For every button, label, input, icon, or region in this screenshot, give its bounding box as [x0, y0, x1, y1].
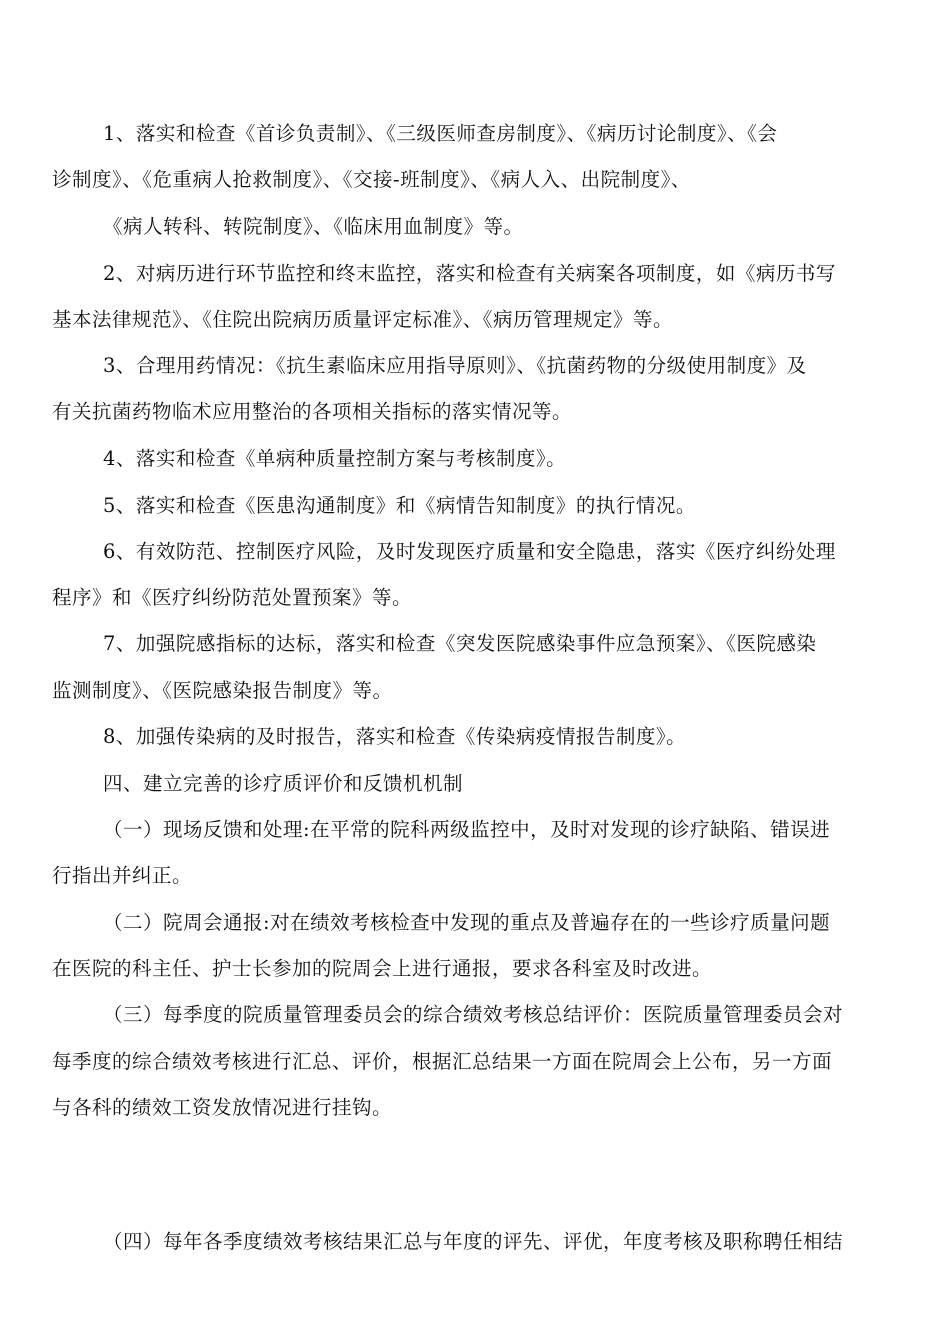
section-4-heading: 四、建立完善的诊疗质评价和反馈机机制	[103, 772, 464, 795]
item-2-line-1: 2、对病历进行环节监控和终末监控，落实和检查有关病案各项制度，如《病历书写	[103, 262, 836, 285]
item-8-line-1: 8、加强传染病的及时报告，落实和检查《传染病疫情报告制度》。	[103, 725, 687, 748]
item-5-line-1: 5、落实和检查《医患沟通制度》和《病情告知制度》的执行情况。	[103, 494, 696, 517]
sub-1-line-2: 行指出并纠正。	[52, 864, 193, 887]
item-3-line-2: 有关抗菌药物临术应用整治的各项相关指标的落实情况等。	[52, 400, 573, 423]
item-4-line-1: 4、落实和检查《单病种质量控制方案与考核制度》。	[103, 447, 567, 470]
sub-2-line-1: （二）院周会通报:对在绩效考核检查中发现的重点及普遍存在的一些诊疗质量问题	[103, 911, 831, 934]
sub-3-line-3: 与各科的绩效工资发放情况进行挂钩。	[52, 1096, 393, 1119]
item-1-line-1: 1、落实和检查《首诊负责制》、《三级医师查房制度》、《病历讨论制度》、《会	[103, 122, 778, 145]
sub-2-line-2: 在医院的科主任、护士长参加的院周会上进行通报，要求各科室及时改进。	[52, 957, 713, 980]
item-7-line-1: 7、加强院感指标的达标，落实和检查《突发医院感染事件应急预案》、《医院感染	[103, 632, 817, 655]
item-3-line-1: 3、合理用药情况：《抗生素临床应用指导原则》、《抗菌药物的分级使用制度》及	[103, 354, 807, 377]
sub-3-line-1: （三）每季度的院质量管理委员会的综合绩效考核总结评价：医院质量管理委员会对	[103, 1003, 844, 1026]
item-7-line-2: 监测制度》、《医院感染报告制度》等。	[52, 679, 393, 702]
sub-4-line-1: （四）每年各季度绩效考核结果汇总与年度的评先、评优，年度考核及职称聘任相结	[103, 1230, 844, 1253]
sub-1-line-1: （一）现场反馈和处理:在平常的院科两级监控中，及时对发现的诊疗缺陷、错误进	[103, 818, 831, 841]
item-6-line-1: 6、有效防范、控制医疗风险，及时发现医疗质量和安全隐患，落实《医疗纠纷处理	[103, 540, 836, 563]
item-1-line-3: 《病人转科、转院制度》、《临床用血制度》等。	[103, 215, 524, 238]
sub-3-line-2: 每季度的综合绩效考核进行汇总、评价，根据汇总结果一方面在院周会上公布，另一方面	[52, 1050, 833, 1073]
item-2-line-2: 基本法律规范》、《住院出院病历质量评定标准》、《病历管理规定》等。	[52, 308, 674, 331]
item-6-line-2: 程序》和《医疗纠纷防范处置预案》等。	[52, 586, 413, 609]
item-1-line-2: 诊制度》、《危重病人抢救制度》、《交接-班制度》、《病人入、出院制度》、	[52, 168, 691, 191]
